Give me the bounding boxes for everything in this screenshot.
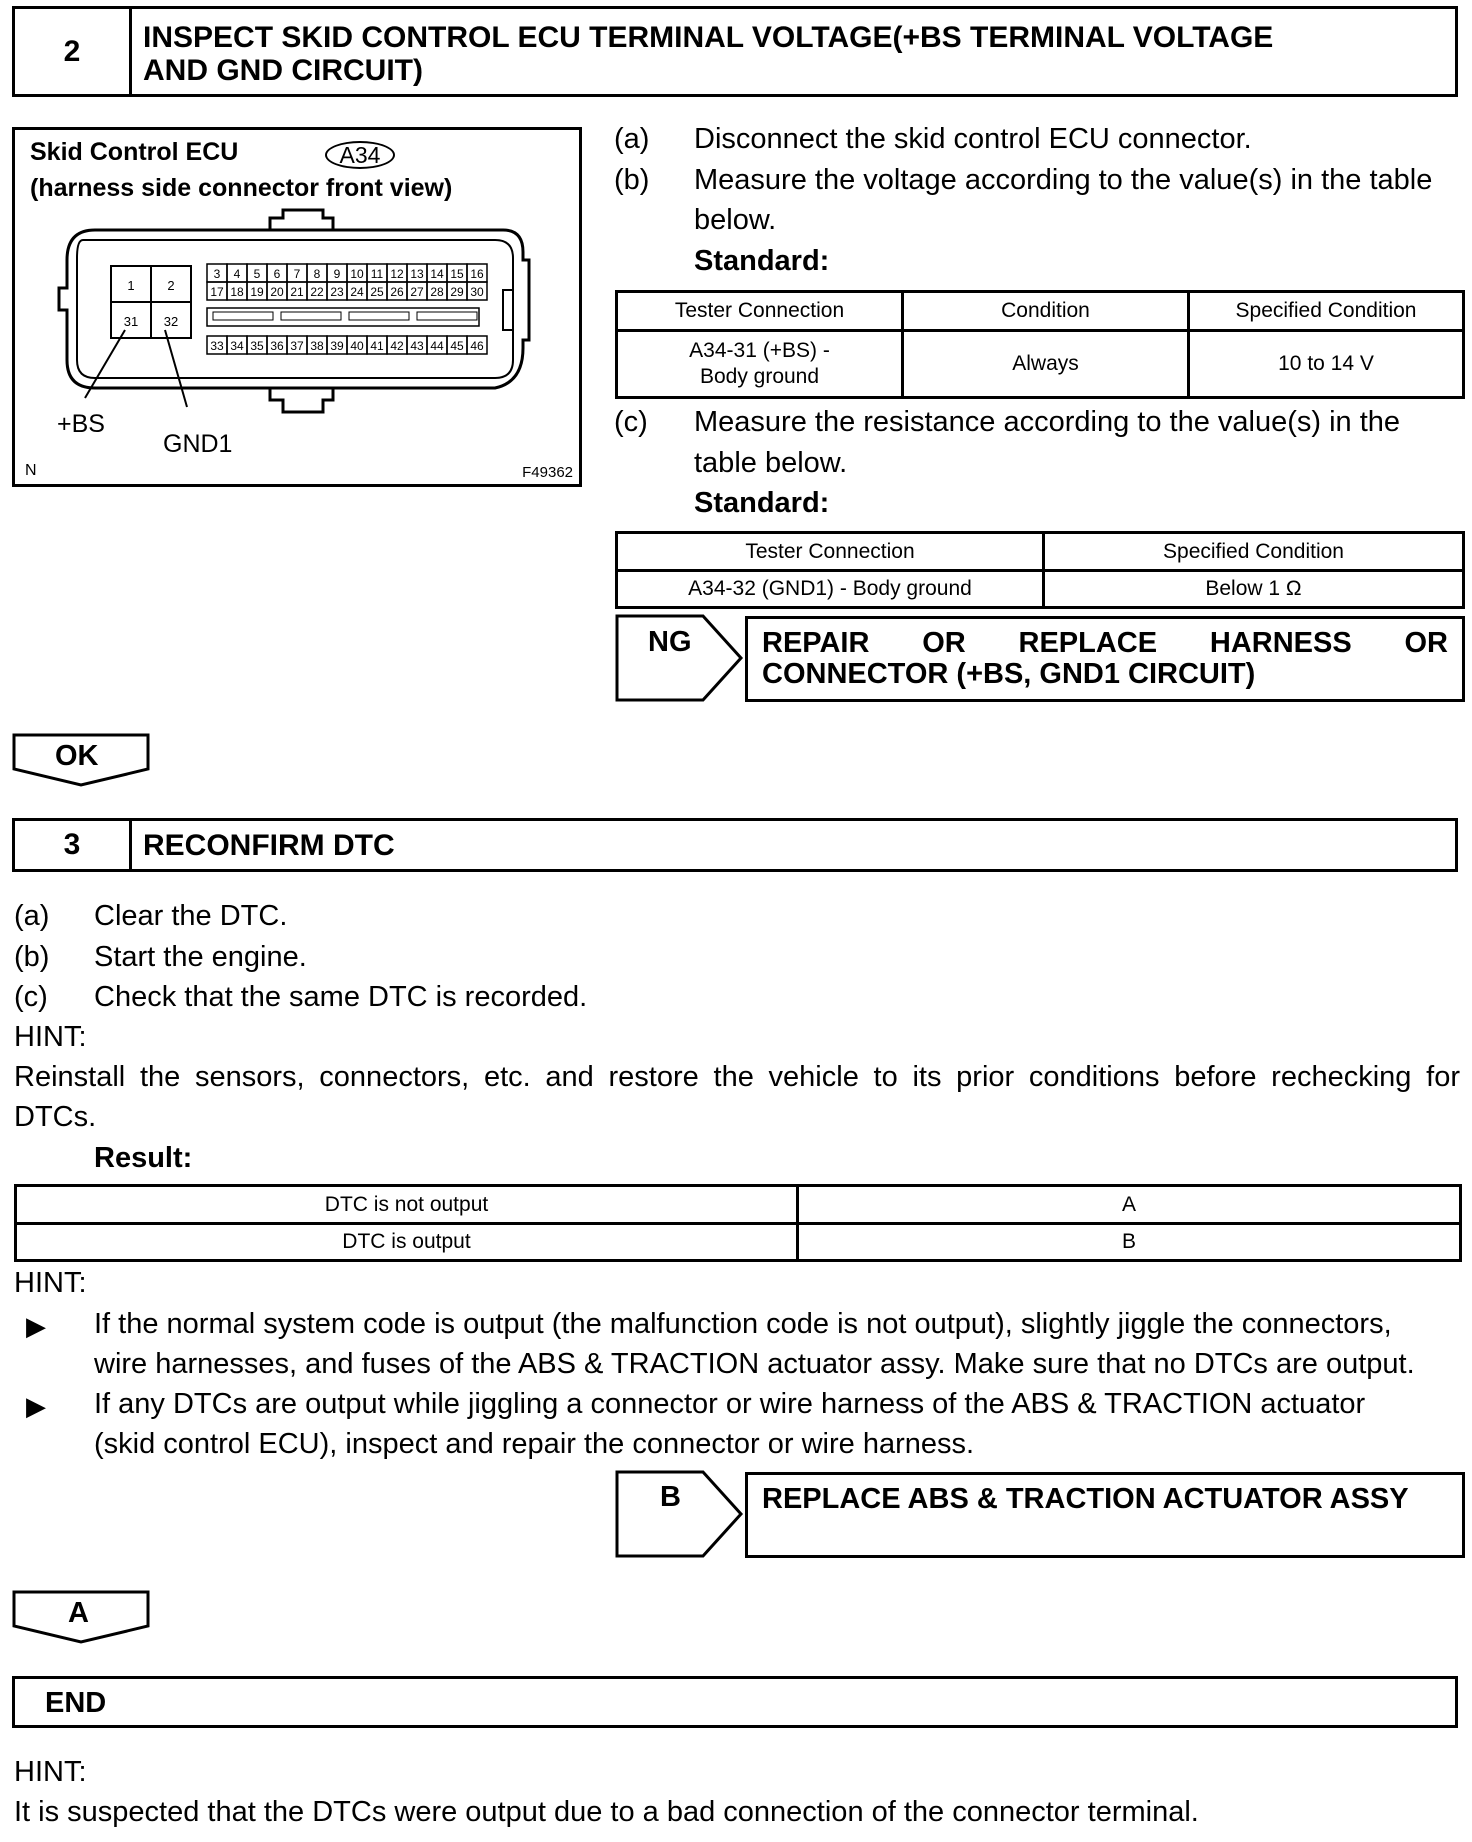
end-title: END bbox=[45, 1687, 107, 1719]
voltage-cell-connection bbox=[617, 331, 903, 398]
pin-20: 20 bbox=[270, 285, 284, 299]
diagram-subtitle: (harness side connector front view) bbox=[30, 174, 453, 202]
pin-23: 23 bbox=[330, 285, 344, 299]
ok-label: OK bbox=[55, 740, 99, 772]
pin-27: 27 bbox=[410, 285, 424, 299]
result-row1-code: A bbox=[798, 1186, 1461, 1224]
ng-label: NG bbox=[648, 626, 692, 658]
pin-3: 3 bbox=[213, 267, 221, 281]
connector-diagram bbox=[12, 127, 582, 487]
pin-28: 28 bbox=[430, 285, 444, 299]
pin-2: 2 bbox=[167, 278, 175, 293]
pin-1: 1 bbox=[127, 278, 135, 293]
ng-word-2: OR bbox=[922, 627, 966, 659]
step3-hint-line2: DTCs. bbox=[14, 1101, 97, 1133]
resistance-cell-connection: A34-32 (GND1) - Body ground bbox=[617, 571, 1044, 608]
voltage-cell-condition: Always bbox=[903, 331, 1189, 398]
resistance-table bbox=[615, 531, 1465, 609]
pin-5: 5 bbox=[253, 267, 261, 281]
pin-13: 13 bbox=[410, 267, 424, 281]
voltage-connection-line1: A34-31 (+BS) - bbox=[689, 339, 830, 362]
step3-a-mark: (a) bbox=[14, 900, 50, 932]
pin-grid bbox=[207, 264, 487, 354]
step3-c-mark: (c) bbox=[14, 981, 48, 1013]
pin-19: 19 bbox=[250, 285, 264, 299]
standard-label-voltage: Standard: bbox=[694, 245, 830, 277]
pin-7: 7 bbox=[293, 267, 301, 281]
pin-29: 29 bbox=[450, 285, 464, 299]
pin-9: 9 bbox=[333, 267, 341, 281]
pin-18: 18 bbox=[230, 285, 244, 299]
bullet-2-line1: If any DTCs are output while jiggling a connector or wire harness of the ABS & TRACTION actuator bbox=[94, 1388, 1366, 1420]
step3-title: RECONFIRM DTC bbox=[143, 829, 395, 862]
bullet-1-line1: If the normal system code is output (the malfunction code is not output), slightly jiggle the connectors, bbox=[94, 1308, 1392, 1340]
ng-word-3: REPLACE bbox=[1018, 627, 1158, 659]
step3-b-mark: (b) bbox=[14, 941, 50, 973]
step2-c-line2: table below. bbox=[694, 447, 848, 479]
ng-action-line2: CONNECTOR (+BS, GND1 CIRCUIT) bbox=[762, 658, 1256, 690]
standard-label-resistance: Standard: bbox=[694, 487, 830, 519]
pin-32: 32 bbox=[163, 314, 179, 329]
pin-34: 34 bbox=[230, 339, 244, 353]
result-row2-code: B bbox=[798, 1224, 1461, 1261]
b-action-text: REPLACE ABS & TRACTION ACTUATOR ASSY bbox=[762, 1483, 1409, 1515]
step2-title-line2: AND GND CIRCUIT) bbox=[143, 54, 423, 87]
pin-25: 25 bbox=[370, 285, 384, 299]
pin-35: 35 bbox=[250, 339, 264, 353]
step3-c-text: Check that the same DTC is recorded. bbox=[94, 981, 588, 1013]
pin-44: 44 bbox=[430, 339, 444, 353]
step3-b-text: Start the engine. bbox=[94, 941, 307, 973]
bullet-1-arrow-icon: ▶ bbox=[26, 1311, 46, 1341]
ng-word-4: HARNESS bbox=[1209, 627, 1352, 659]
step3-a-text: Clear the DTC. bbox=[94, 900, 288, 932]
connector-id-badge bbox=[325, 141, 395, 169]
pin-12: 12 bbox=[390, 267, 404, 281]
result-label: Result: bbox=[94, 1142, 193, 1174]
pin-16: 16 bbox=[470, 267, 484, 281]
label-gnd1: GND1 bbox=[163, 430, 233, 458]
result-row1-condition: DTC is not output bbox=[16, 1186, 798, 1224]
pin-15: 15 bbox=[450, 267, 464, 281]
bullet-1-line2: wire harnesses, and fuses of the ABS & TRACTION actuator assy. Make sure that no DTCs are output. bbox=[94, 1348, 1415, 1380]
pin-14: 14 bbox=[430, 267, 444, 281]
step2-number: 2 bbox=[15, 9, 132, 94]
a-label: A bbox=[68, 1597, 89, 1629]
pin-8: 8 bbox=[313, 267, 321, 281]
pin-46: 46 bbox=[470, 339, 484, 353]
step3-number: 3 bbox=[15, 821, 132, 869]
voltage-cell-spec: 10 to 14 V bbox=[1189, 331, 1464, 398]
voltage-connection-line2: Body ground bbox=[699, 365, 820, 388]
step2-b-line1: Measure the voltage according to the value(s) in the table bbox=[694, 164, 1433, 196]
pin-31: 31 bbox=[123, 314, 139, 329]
pin-22: 22 bbox=[310, 285, 324, 299]
end-hint-label: HINT: bbox=[14, 1756, 87, 1788]
pin-26: 26 bbox=[390, 285, 404, 299]
b-label: B bbox=[660, 1481, 681, 1513]
step2-c-mark: (c) bbox=[614, 406, 648, 438]
ng-action-line1 bbox=[762, 628, 1448, 658]
step2-c-line1: Measure the resistance according to the value(s) in the bbox=[694, 406, 1401, 438]
pin-37: 37 bbox=[290, 339, 304, 353]
ng-action-box bbox=[745, 616, 1465, 702]
resistance-header-connection: Tester Connection bbox=[617, 533, 1044, 571]
result-table bbox=[14, 1184, 1462, 1262]
pin-30: 30 bbox=[470, 285, 484, 299]
step2-a-text: Disconnect the skid control ECU connector. bbox=[694, 123, 1252, 155]
pin-6: 6 bbox=[273, 267, 281, 281]
label-bs: +BS bbox=[57, 410, 105, 438]
pin-41: 41 bbox=[370, 339, 384, 353]
step2-header bbox=[12, 6, 1458, 97]
pin-33: 33 bbox=[210, 339, 224, 353]
pin-4: 4 bbox=[233, 267, 241, 281]
step3-hint2-label: HINT: bbox=[14, 1267, 87, 1299]
step3-hint-line1: Reinstall the sensors, connectors, etc. and restore the vehicle to its prior conditions before rechecking for bbox=[14, 1061, 1460, 1093]
bullet-2-arrow-icon: ▶ bbox=[26, 1391, 46, 1421]
connector-id: A34 bbox=[339, 142, 381, 168]
pin-45: 45 bbox=[450, 339, 464, 353]
bullet-2-line2: (skid control ECU), inspect and repair the connector or wire harness. bbox=[94, 1428, 975, 1460]
corner-label-left: N bbox=[25, 462, 37, 479]
voltage-header-spec: Specified Condition bbox=[1189, 292, 1464, 331]
pin-40: 40 bbox=[350, 339, 364, 353]
diagram-title: Skid Control ECU bbox=[30, 138, 239, 166]
end-hint-text: It is suspected that the DTCs were output due to a bad connection of the connector terminal. bbox=[14, 1796, 1199, 1828]
pin-39: 39 bbox=[330, 339, 344, 353]
b-action-box bbox=[745, 1472, 1465, 1558]
resistance-header-spec: Specified Condition bbox=[1044, 533, 1464, 571]
step3-hint-label: HINT: bbox=[14, 1021, 87, 1053]
pin-36: 36 bbox=[270, 339, 284, 353]
step2-title-line1: INSPECT SKID CONTROL ECU TERMINAL VOLTAGE(+BS TERMINAL VOLTAGE bbox=[143, 21, 1274, 54]
step2-b-mark: (b) bbox=[614, 164, 650, 196]
pin-24: 24 bbox=[350, 285, 364, 299]
voltage-header-connection: Tester Connection bbox=[617, 292, 903, 331]
pin-42: 42 bbox=[390, 339, 404, 353]
result-row2-condition: DTC is output bbox=[16, 1224, 798, 1261]
figure-code: F49362 bbox=[522, 464, 573, 481]
pin-11: 11 bbox=[370, 267, 384, 281]
end-header bbox=[12, 1676, 1458, 1728]
step3-header bbox=[12, 818, 1458, 872]
ng-word-1: REPAIR bbox=[762, 627, 870, 659]
pin-17: 17 bbox=[210, 285, 224, 299]
pin-43: 43 bbox=[410, 339, 424, 353]
step2-a-mark: (a) bbox=[614, 123, 650, 155]
voltage-table bbox=[615, 290, 1465, 399]
ng-word-5: OR bbox=[1404, 627, 1448, 659]
voltage-header-condition: Condition bbox=[903, 292, 1189, 331]
resistance-cell-spec: Below 1 Ω bbox=[1044, 571, 1464, 608]
pin-21: 21 bbox=[290, 285, 304, 299]
pin-38: 38 bbox=[310, 339, 324, 353]
pin-10: 10 bbox=[350, 267, 364, 281]
step2-b-line2: below. bbox=[694, 204, 777, 236]
